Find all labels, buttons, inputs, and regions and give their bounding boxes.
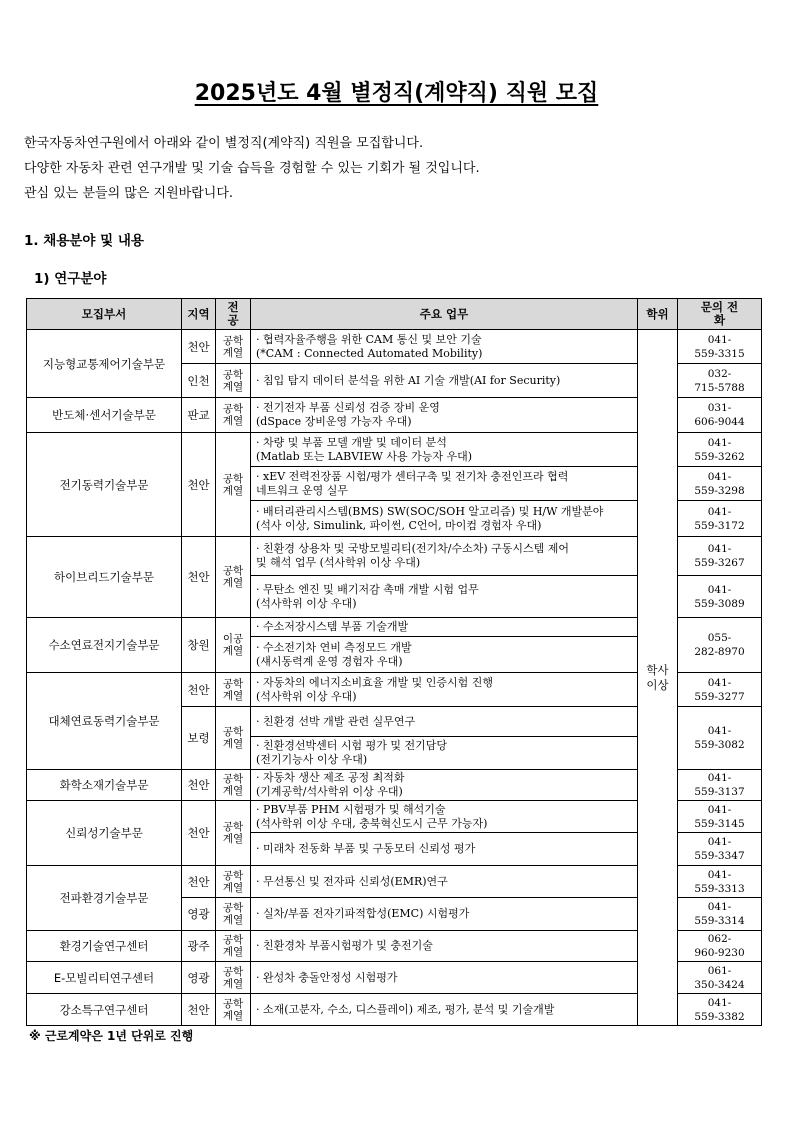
duty-cell: · 실차/부품 전자기파적합성(EMC) 시험평가 <box>251 898 638 931</box>
phone-cell: 041- 559-3277 <box>678 673 762 707</box>
subsection-heading: 1) 연구분야 <box>34 271 107 287</box>
phone-cell: 041- 559-3298 <box>678 467 762 501</box>
major-cell: 공학 계열 <box>216 994 251 1026</box>
duty-cell: · 수소전기차 연비 측정모드 개발 (섀시동력계 운영 경험자 우대) <box>251 637 638 673</box>
header-region: 지역 <box>182 299 216 330</box>
major-cell: 공학 계열 <box>216 673 251 707</box>
phone-cell: 062- 960-9230 <box>678 931 762 962</box>
region-cell: 인천 <box>182 364 216 398</box>
major-cell: 공학 계열 <box>216 801 251 866</box>
region-cell: 천안 <box>182 866 216 898</box>
duty-cell: · 무탄소 엔진 및 배기저감 촉매 개발 시험 업무 (석사학위 이상 우대) <box>251 576 638 618</box>
duty-cell: · 자동차의 에너지소비효율 개발 및 인증시험 진행 (석사학위 이상 우대) <box>251 673 638 707</box>
contract-note: ※ 근로계약은 1년 단위로 진행 <box>29 1029 194 1043</box>
duty-cell: · PBV부품 PHM 시험평가 및 해석기술 (석사학위 이상 우대, 충북혁신도시 근무 가능자) <box>251 801 638 833</box>
duty-cell: · 수소저장시스템 부품 기술개발 <box>251 618 638 637</box>
duty-cell: · 차량 및 부품 모델 개발 및 데이터 분석 (Matlab 또는 LABVIEW 사용 가능자 우대) <box>251 433 638 467</box>
phone-cell: 041- 559-3315 <box>678 330 762 364</box>
dept-cell: 수소연료전지기술부문 <box>27 618 182 673</box>
phone-cell: 041- 559-3172 <box>678 501 762 537</box>
phone-cell: 041- 559-3082 <box>678 707 762 770</box>
region-cell: 판교 <box>182 398 216 433</box>
duty-cell: · 전기전자 부품 신뢰성 검증 장비 운영 (dSpace 장비운영 가능자 우대) <box>251 398 638 433</box>
dept-cell: 대체연료동력기술부문 <box>27 673 182 770</box>
duty-cell: · 완성차 충돌안정성 시험평가 <box>251 962 638 994</box>
duty-cell: · 미래차 전동화 부품 및 구동모터 신뢰성 평가 <box>251 833 638 866</box>
phone-cell: 041- 559-3313 <box>678 866 762 898</box>
major-cell: 공학 계열 <box>216 433 251 537</box>
table-row <box>27 330 762 364</box>
major-cell: 공학 계열 <box>216 330 251 364</box>
major-cell: 공학 계열 <box>216 770 251 801</box>
dept-cell: 신뢰성기술부문 <box>27 801 182 866</box>
dept-cell: E-모빌리티연구센터 <box>27 962 182 994</box>
duty-cell: · 협력자율주행을 위한 CAM 통신 및 보안 기술 (*CAM : Connected Automated Mobility) <box>251 330 638 364</box>
region-cell: 천안 <box>182 994 216 1026</box>
duty-cell: · 친환경차 부품시험평가 및 충전기술 <box>251 931 638 962</box>
dept-cell: 전파환경기술부문 <box>27 866 182 931</box>
duty-cell: · 배터리관리시스템(BMS) SW(SOC/SOH 알고리즘) 및 H/W 개발분야 (석사 이상, Simulink, 파이썬, C언어, 마이컴 경험자 우대) <box>251 501 638 537</box>
major-cell: 이공 계열 <box>216 618 251 673</box>
region-cell: 천안 <box>182 673 216 707</box>
region-cell: 보령 <box>182 707 216 770</box>
dept-cell: 하이브리드기술부문 <box>27 537 182 618</box>
page-title: 2025년도 4월 별정직(계약직) 직원 모집 <box>194 81 599 106</box>
dept-cell: 화학소재기술부문 <box>27 770 182 801</box>
header-major: 전공 <box>216 299 251 330</box>
dept-cell: 강소특구연구센터 <box>27 994 182 1026</box>
duty-cell: · 친환경 선박 개발 관련 실무연구 <box>251 707 638 737</box>
region-cell: 영광 <box>182 898 216 931</box>
major-cell: 공학 계열 <box>216 537 251 618</box>
dept-cell: 지능형교통제어기술부문 <box>27 330 182 398</box>
region-cell: 창원 <box>182 618 216 673</box>
phone-cell: 041- 559-3314 <box>678 898 762 931</box>
major-cell: 공학 계열 <box>216 866 251 898</box>
phone-cell: 041- 559-3089 <box>678 576 762 618</box>
region-cell: 천안 <box>182 537 216 618</box>
major-cell: 공학 계열 <box>216 898 251 931</box>
table-header-row <box>27 299 762 330</box>
intro-line: 관심 있는 분들의 많은 지원바랍니다. <box>24 186 234 201</box>
duty-cell: · 침입 탐지 데이터 분석을 위한 AI 기술 개발(AI for Security) <box>251 364 638 398</box>
duty-cell: · 무선통신 및 전자파 신뢰성(EMR)연구 <box>251 866 638 898</box>
major-cell: 공학 계열 <box>216 707 251 770</box>
region-cell: 천안 <box>182 770 216 801</box>
phone-cell: 032- 715-5788 <box>678 364 762 398</box>
phone-cell: 041- 559-3382 <box>678 994 762 1026</box>
phone-cell: 041- 559-3145 <box>678 801 762 833</box>
phone-cell: 061- 350-3424 <box>678 962 762 994</box>
region-cell: 천안 <box>182 330 216 364</box>
dept-cell: 반도체·센서기술부문 <box>27 398 182 433</box>
section-heading: 1. 채용분야 및 내용 <box>24 233 144 249</box>
header-degree: 학위 <box>638 299 678 330</box>
dept-cell: 환경기술연구센터 <box>27 931 182 962</box>
phone-cell: 041- 559-3267 <box>678 537 762 576</box>
duty-cell: · 친환경 상용차 및 국방모빌리티(전기차/수소차) 구동시스템 제어 및 해석 업무 (석사학위 이상 우대) <box>251 537 638 576</box>
intro-line: 다양한 자동차 관련 연구개발 및 기술 습득을 경험할 수 있는 기회가 될 것입니다. <box>24 161 480 176</box>
recruitment-table <box>26 298 762 1026</box>
phone-cell: 055- 282-8970 <box>678 618 762 673</box>
phone-cell: 031- 606-9044 <box>678 398 762 433</box>
phone-cell: 041- 559-3262 <box>678 433 762 467</box>
dept-cell: 전기동력기술부문 <box>27 433 182 537</box>
duty-cell: · 소재(고분자, 수소, 디스플레이) 제조, 평가, 분석 및 기술개발 <box>251 994 638 1026</box>
header-dept: 모집부서 <box>27 299 182 330</box>
region-cell: 광주 <box>182 931 216 962</box>
region-cell: 천안 <box>182 433 216 537</box>
intro-line: 한국자동차연구원에서 아래와 같이 별정직(계약직) 직원을 모집합니다. <box>24 136 424 151</box>
major-cell: 공학 계열 <box>216 398 251 433</box>
degree-cell: 학사 이상 <box>638 330 678 1026</box>
region-cell: 영광 <box>182 962 216 994</box>
intro-text <box>24 131 480 206</box>
phone-cell: 041- 559-3137 <box>678 770 762 801</box>
duty-cell: · xEV 전력전장품 시험/평가 센터구축 및 전기차 충전인프라 협력 네트워크 운영 실무 <box>251 467 638 501</box>
duty-cell: · 자동차 생산 제조 공정 최적화 (기계공학/석사학위 이상 우대) <box>251 770 638 801</box>
header-duty: 주요 업무 <box>251 299 638 330</box>
region-cell: 천안 <box>182 801 216 866</box>
duty-cell: · 친환경선박센터 시험 평가 및 전기담당 (전기기능사 이상 우대) <box>251 737 638 770</box>
header-phone: 문의 전화 <box>678 299 762 330</box>
phone-cell: 041- 559-3347 <box>678 833 762 866</box>
major-cell: 공학 계열 <box>216 962 251 994</box>
major-cell: 공학 계열 <box>216 364 251 398</box>
major-cell: 공학 계열 <box>216 931 251 962</box>
